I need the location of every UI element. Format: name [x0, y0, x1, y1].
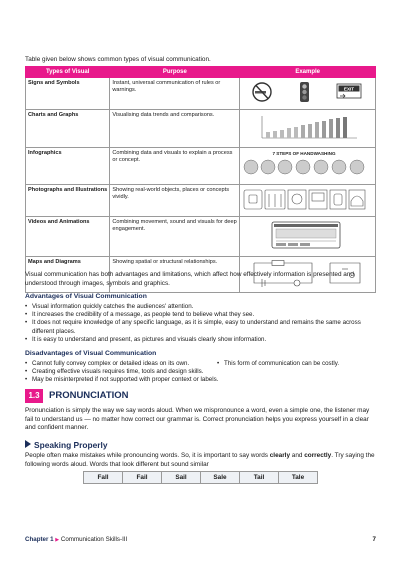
disadvantages-heading: Disadvantages of Visual Communication [25, 350, 157, 357]
speaking-bold-correctly: correctly [304, 452, 332, 459]
speaking-text-1: People often make mistakes while pronouncing words. So, it is important to say words [25, 452, 270, 459]
speaking-properly-heading [25, 440, 108, 450]
word-cell: Fail [123, 472, 162, 484]
list-item: • It increases the credibility of a message, as people tend to believe what they see. [25, 311, 377, 319]
visual-types-table [25, 66, 376, 293]
header-example: Example [240, 67, 376, 78]
advantages-limitations-paragraph: Visual communication has both advantages and limitations, which affect how effectively information is presented and understood through images, symbols and graphics. [25, 271, 354, 287]
row-purpose: Combining data and visuals to explain a process or concept. [110, 147, 240, 184]
table-row [26, 147, 376, 184]
infographic-title: 7 STEPS OF HANDWASHING [272, 150, 336, 156]
word-cell: Fall [84, 472, 123, 484]
speaking-paragraph [25, 452, 377, 469]
exit-sign-icon [337, 84, 361, 98]
example-infographic [240, 147, 376, 184]
section-heading [25, 389, 175, 403]
example-signs [240, 78, 376, 110]
word-cell: Tale [279, 472, 318, 484]
footer-chapter: Chapter 1 [25, 536, 54, 543]
speaking-text-2: and [290, 452, 305, 459]
row-purpose: Showing real-world objects, places or concepts vividly. [110, 184, 240, 216]
advantages-heading: Advantages of Visual Communication [25, 293, 147, 300]
pronunciation-paragraph: Pronunciation is simply the way we say words aloud. When we mispronounce a word, even a simple one, the listener may fail to understand us — no matter how correct our grammar is. Correct pronunciation helps you express yourself in a clear and confident manner. [25, 407, 370, 432]
row-type: Signs and Symbols [26, 78, 110, 110]
row-purpose: Combining movement, sound and visuals for deep engagement. [110, 216, 240, 256]
row-purpose: Instant, universal communication of rules or warnings. [110, 78, 240, 110]
table-row [26, 184, 376, 216]
exit-sign-label: EXIT [344, 86, 355, 92]
word-cell: Sale [201, 472, 240, 484]
handwashing-steps-icon [244, 160, 364, 174]
bar-chart-icon [262, 116, 357, 138]
table-header-row [26, 67, 376, 78]
list-item: • Cannot fully convey complex or detailed ideas on its own. [25, 360, 217, 368]
speaking-text-3: . Try saying the following words aloud. Words that look different but sound similar [25, 452, 375, 468]
row-type: Maps and Diagrams [26, 256, 110, 292]
list-item: • This form of communication can be costly. [217, 360, 374, 368]
disadvantages-list [25, 360, 377, 385]
footer-arrow-icon: ▶ [55, 537, 60, 543]
traffic-light-icon [300, 82, 309, 102]
list-item: • May be misinterpreted if not supported with proper context or labels. [25, 376, 377, 384]
example-charts [240, 109, 376, 147]
row-type: Charts and Graphs [26, 109, 110, 147]
triangle-bullet-icon [25, 440, 31, 448]
video-player-icon [272, 222, 340, 248]
speaking-bold-clearly: clearly [269, 452, 291, 459]
page-footer [25, 536, 376, 543]
list-item: • It is easy to understand and present, as pictures and visuals clearly show information. [25, 336, 377, 344]
row-purpose: Showing spatial or structural relationships. [110, 256, 240, 292]
example-video [240, 216, 376, 256]
section-title: PRONUNCIATION [49, 390, 129, 401]
row-type: Infographics [26, 147, 110, 184]
word-cell: Sail [162, 472, 201, 484]
word-cell: Tail [240, 472, 279, 484]
list-item: • Visual information quickly catches the audiences' attention. [25, 303, 377, 311]
example-photographs [240, 184, 376, 216]
table-row [26, 78, 376, 110]
table-intro: Table given below shows common types of visual communication. [25, 56, 211, 63]
table-row [26, 109, 376, 147]
table-row [26, 216, 376, 256]
row-purpose: Visualising data trends and comparisons. [110, 109, 240, 147]
table-row [84, 472, 318, 484]
speaking-heading-text: Speaking Properly [34, 440, 108, 450]
row-type: Videos and Animations [26, 216, 110, 256]
advantages-list [25, 303, 377, 344]
list-item: • Creating effective visuals requires time, tools and design skills. [25, 368, 377, 376]
photographs-strip-icon [244, 190, 365, 209]
no-smoking-sign-icon [253, 83, 271, 101]
header-purpose: Purpose [110, 67, 240, 78]
section-number: 1.3 [25, 389, 43, 403]
similar-words-table [83, 471, 318, 484]
header-type: Types of Visual [26, 67, 110, 78]
footer-title: Communication Skills-III [60, 536, 128, 543]
list-item: • It does not require knowledge of any specific language, as it is simple, easy to understand and remains the same across different places. [25, 319, 377, 335]
row-type: Photographs and Illustrations [26, 184, 110, 216]
page-number: 7 [372, 536, 376, 543]
